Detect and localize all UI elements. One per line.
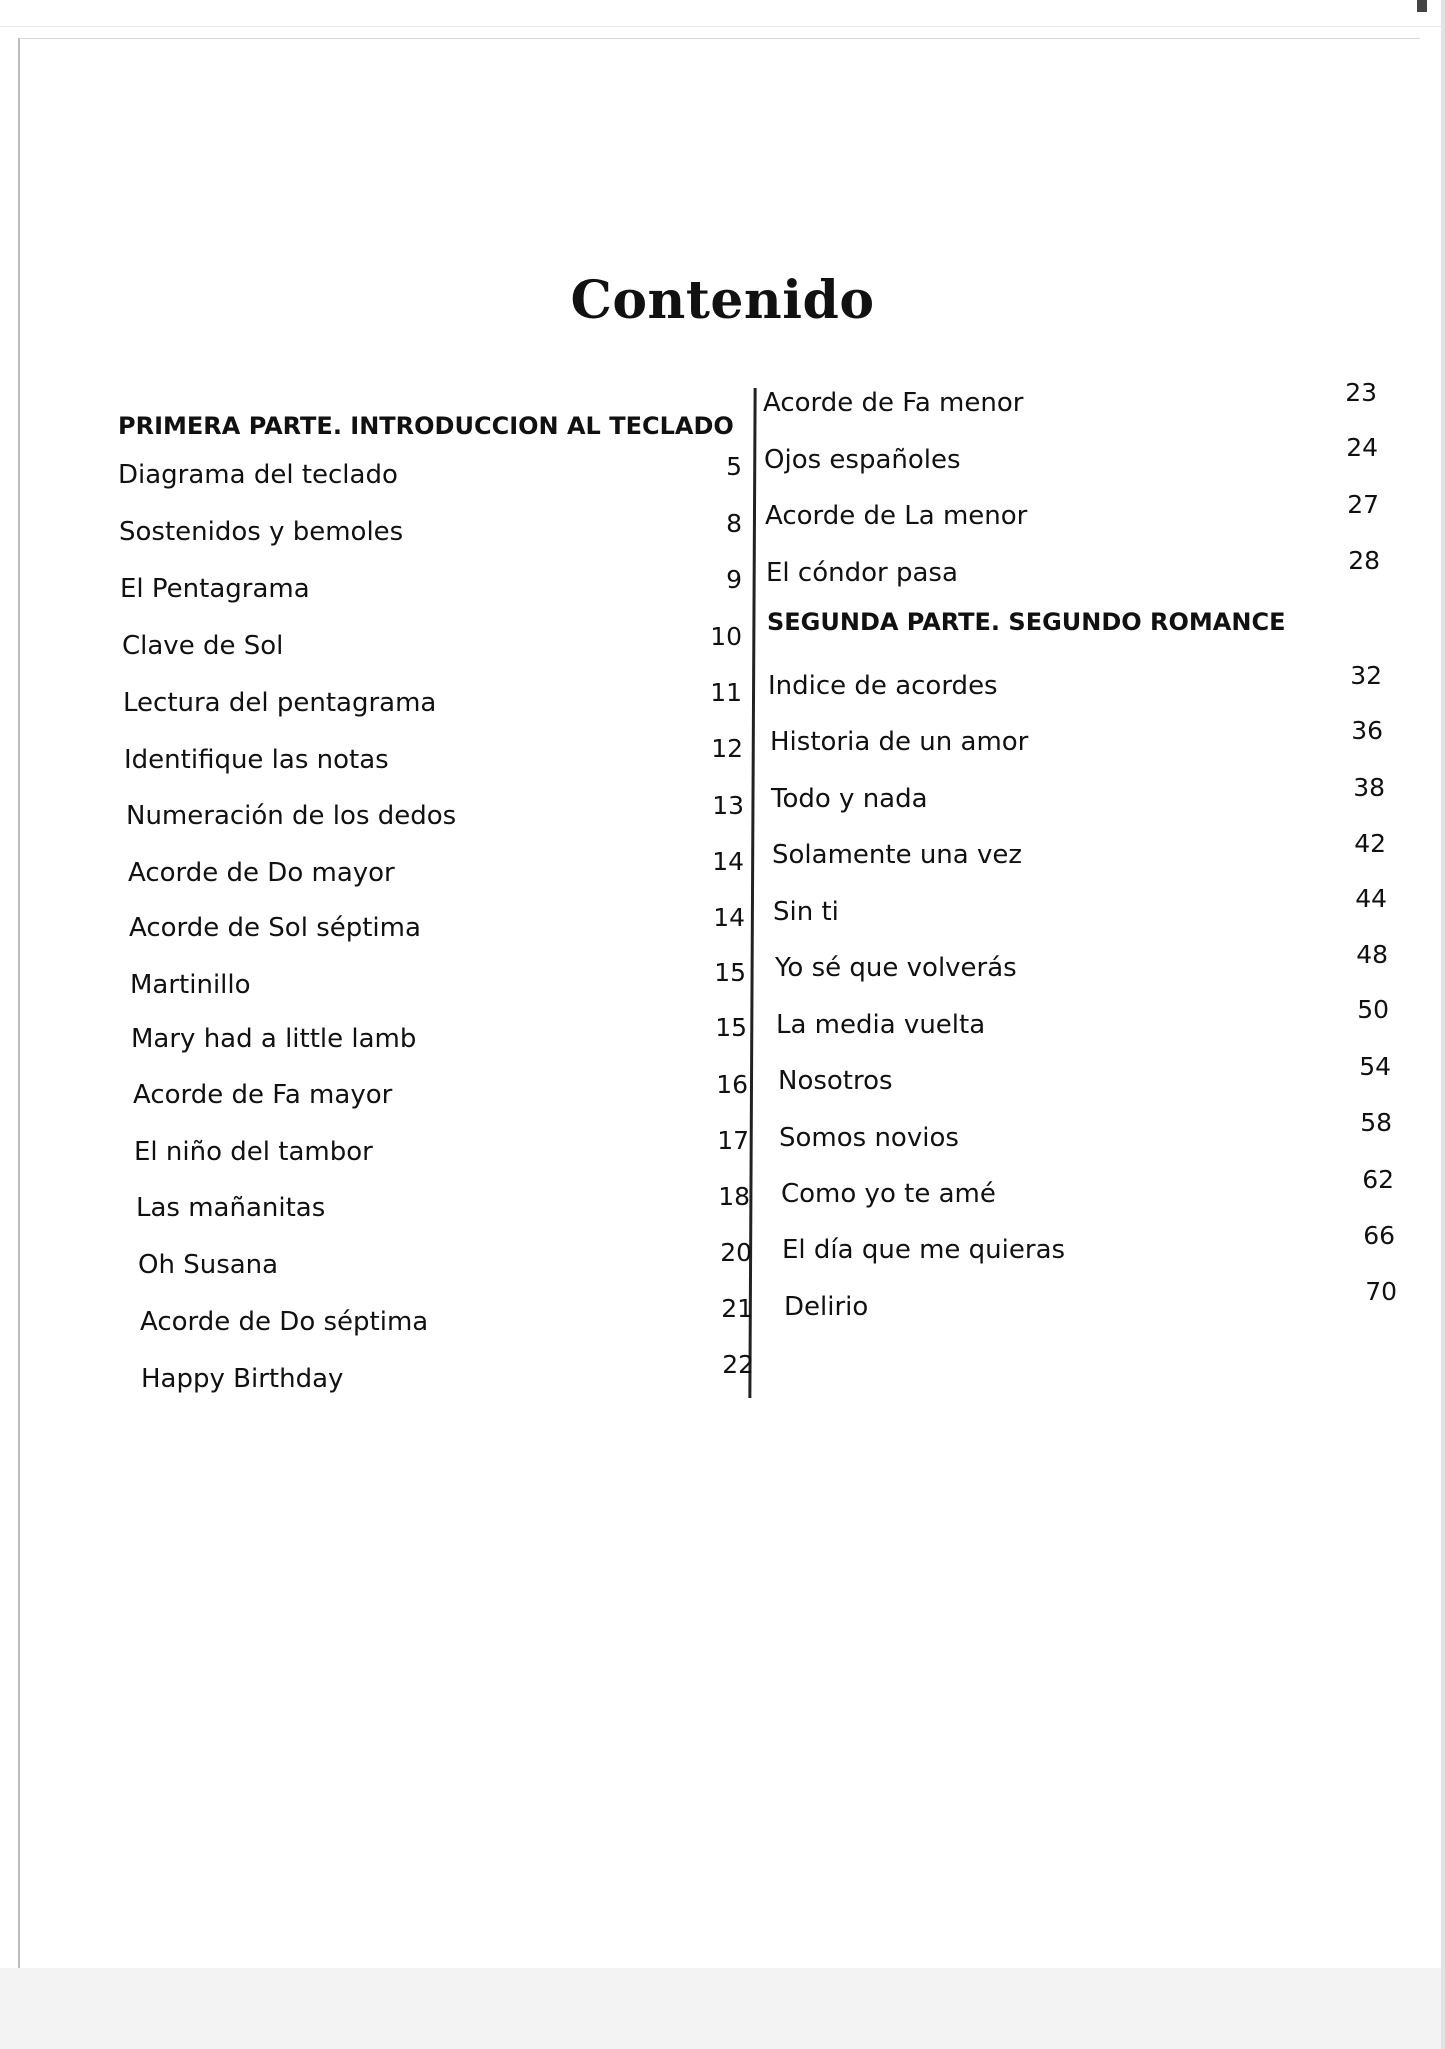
toc-entry-page: 23 <box>1345 378 1377 407</box>
scan-bottom-band <box>0 1968 1445 2049</box>
toc-entry-label: Solamente una vez <box>772 840 1023 870</box>
toc-entry-label: El Pentagrama <box>120 574 310 604</box>
toc-entry-page: 14 <box>713 903 745 932</box>
toc-entry-label: Delirio <box>784 1292 869 1322</box>
toc-entry-page: 11 <box>710 678 742 707</box>
toc-entry-label: El niño del tambor <box>134 1137 373 1167</box>
toc-entry-label: Lectura del pentagrama <box>123 688 437 718</box>
toc-entry-page: 14 <box>712 847 744 876</box>
toc-entry-page: 44 <box>1355 884 1387 913</box>
section-heading-primera-parte: PRIMERA PARTE. INTRODUCCION AL TECLADO <box>118 412 734 440</box>
toc-entry-page: 22 <box>722 1350 754 1379</box>
toc-entry-label: Acorde de Fa menor <box>763 388 1024 418</box>
section-heading-segunda-parte: SEGUNDA PARTE. SEGUNDO ROMANCE <box>767 608 1286 636</box>
page-title: Contenido <box>570 270 875 331</box>
toc-entry-label: Indice de acordes <box>768 671 998 701</box>
toc-entry-page: 13 <box>712 791 744 820</box>
toc-entry-page: 42 <box>1354 829 1386 858</box>
scan-top-edge <box>0 0 1445 27</box>
toc-entry-page: 66 <box>1363 1221 1395 1250</box>
toc-entry-page: 50 <box>1357 995 1389 1024</box>
toc-entry-page: 16 <box>716 1070 748 1099</box>
toc-entry-page: 8 <box>726 509 742 538</box>
toc-entry-label: Clave de Sol <box>122 631 284 661</box>
toc-entry-label: Historia de un amor <box>770 727 1029 757</box>
toc-entry-label: Mary had a little lamb <box>131 1024 417 1054</box>
toc-entry-page: 48 <box>1356 940 1388 969</box>
toc-entry-label: Numeración de los dedos <box>126 801 457 831</box>
toc-entry-label: Somos novios <box>779 1123 959 1153</box>
toc-entry-label: Oh Susana <box>138 1250 279 1280</box>
toc-entry-label: Happy Birthday <box>141 1364 344 1394</box>
toc-entry-label: Acorde de Do séptima <box>140 1307 429 1337</box>
toc-entry-page: 15 <box>714 958 746 987</box>
toc-entry-label: Sostenidos y bemoles <box>119 517 404 547</box>
toc-entry-page: 10 <box>710 622 742 651</box>
toc-entry-label: Acorde de Fa mayor <box>133 1080 393 1110</box>
toc-entry-label: Martinillo <box>130 970 251 1000</box>
toc-entry-label: Como yo te amé <box>781 1179 996 1209</box>
toc-entry-label: Sin ti <box>773 897 839 927</box>
toc-entry-label: Yo sé que volverás <box>775 953 1017 983</box>
toc-entry-page: 20 <box>720 1238 752 1267</box>
toc-entry-page: 9 <box>726 565 742 594</box>
toc-entry-label: Las mañanitas <box>136 1193 326 1223</box>
toc-entry-label: Identifique las notas <box>124 745 389 775</box>
toc-entry-page: 54 <box>1359 1052 1391 1081</box>
toc-entry-label: La media vuelta <box>776 1010 986 1040</box>
toc-entry-label: Acorde de Do mayor <box>128 858 395 888</box>
toc-entry-label: El día que me quieras <box>782 1235 1066 1265</box>
toc-entry-page: 27 <box>1347 490 1379 519</box>
toc-entry-page: 32 <box>1350 661 1382 690</box>
toc-entry-page: 38 <box>1353 773 1385 802</box>
toc-entry-page: 17 <box>717 1126 749 1155</box>
toc-entry-label: Acorde de Sol séptima <box>129 913 421 943</box>
toc-entry-label: Todo y nada <box>771 784 928 814</box>
toc-entry-label: Acorde de La menor <box>765 501 1028 531</box>
toc-entry-page: 62 <box>1362 1165 1394 1194</box>
toc-entry-page: 36 <box>1351 716 1383 745</box>
toc-entry-label: Nosotros <box>778 1066 893 1096</box>
toc-entry-label: Diagrama del teclado <box>118 460 398 490</box>
toc-entry-page: 12 <box>711 734 743 763</box>
toc-entry-page: 15 <box>715 1013 747 1042</box>
toc-entry-page: 18 <box>718 1182 750 1211</box>
toc-entry-page: 70 <box>1365 1277 1397 1306</box>
scan-mark <box>1417 0 1427 12</box>
toc-entry-label: Ojos españoles <box>764 445 961 475</box>
toc-entry-page: 21 <box>721 1294 753 1323</box>
toc-entry-page: 28 <box>1348 546 1380 575</box>
toc-entry-page: 58 <box>1360 1108 1392 1137</box>
toc-entry-page: 24 <box>1346 433 1378 462</box>
toc-entry-label: El cóndor pasa <box>766 558 958 588</box>
toc-entry-page: 5 <box>726 452 742 481</box>
